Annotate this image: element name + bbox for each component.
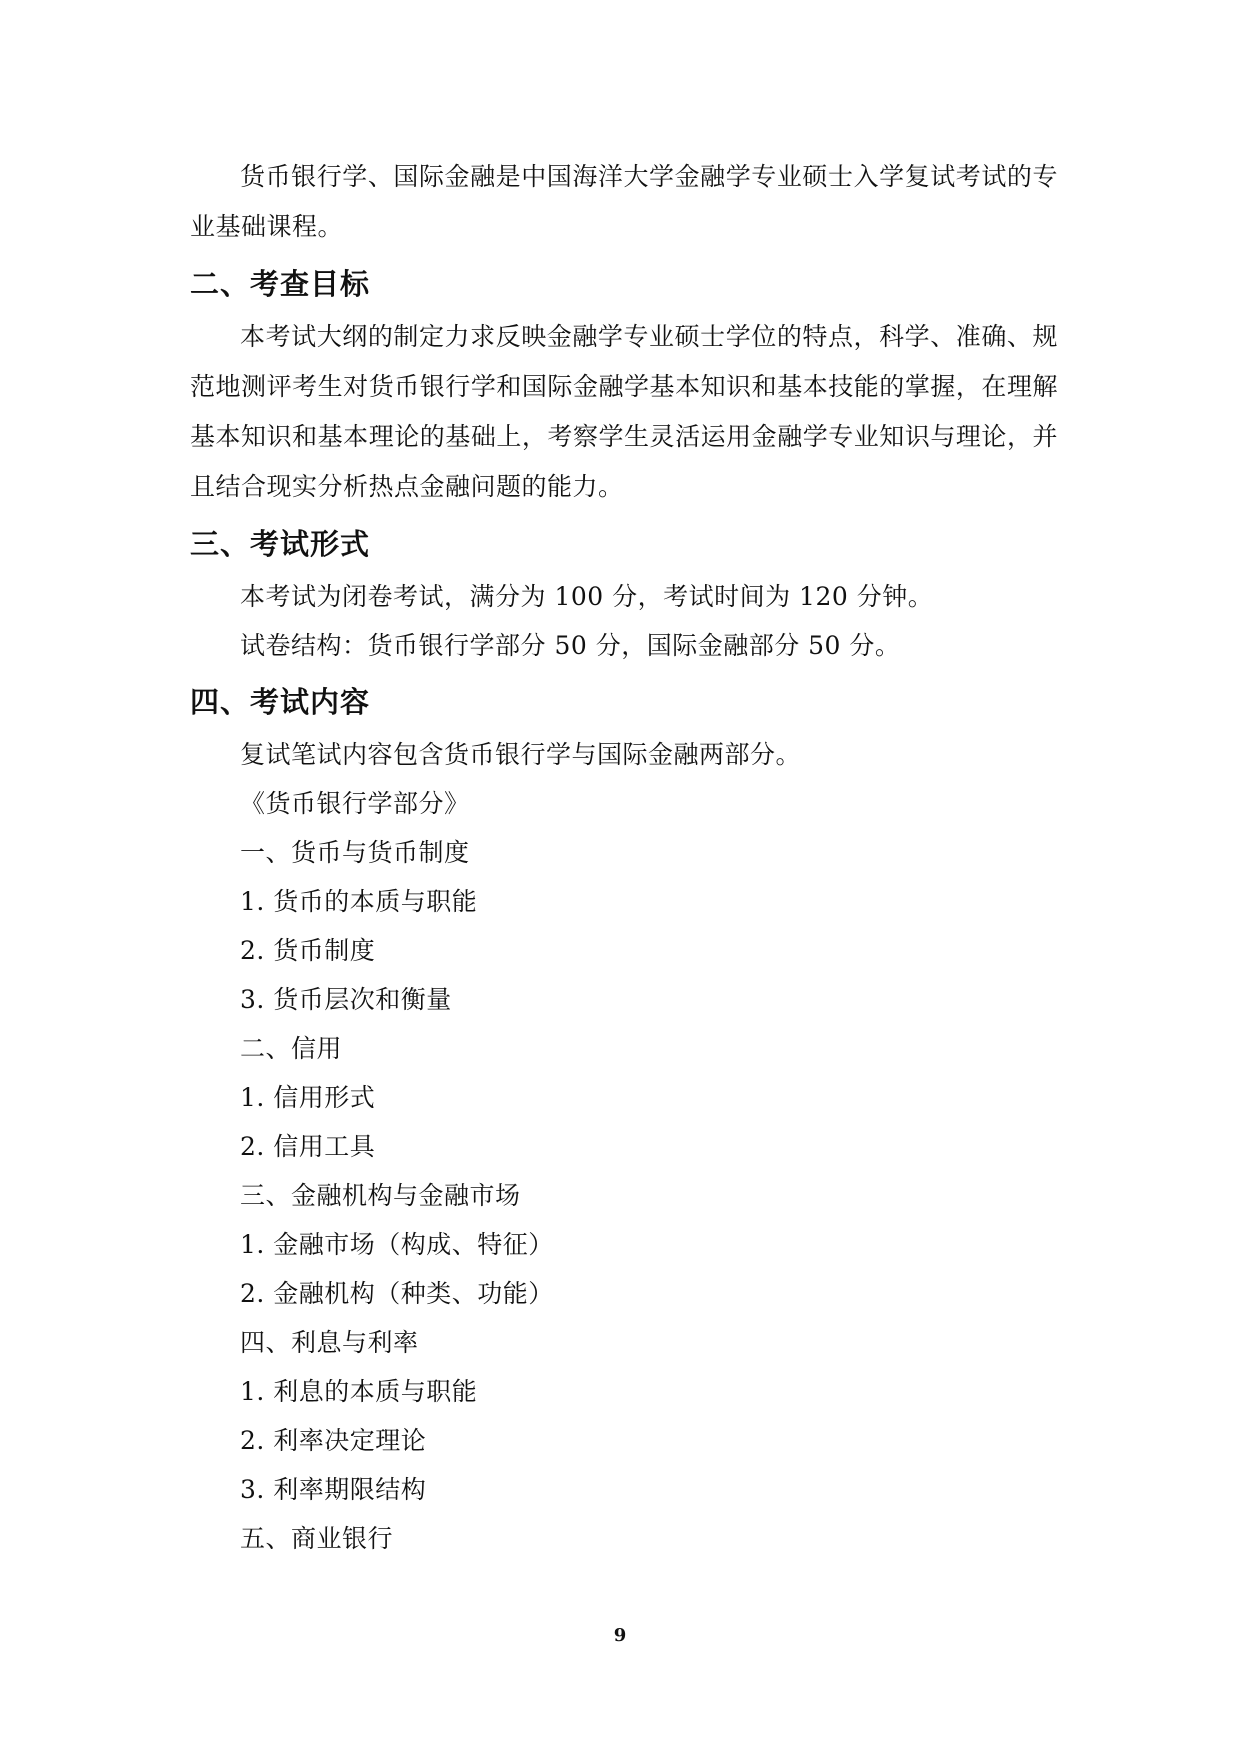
content-line: 《货币银行学部分》 <box>240 789 470 818</box>
content-line: 1. 金融市场（构成、特征） <box>240 1230 554 1259</box>
content-line: 1. 利息的本质与职能 <box>240 1377 478 1406</box>
content-line: 2. 金融机构（种类、功能） <box>240 1279 554 1308</box>
content-line: 2. 利率决定理论 <box>240 1426 427 1455</box>
content-line: 复试笔试内容包含货币银行学与国际金融两部分。 <box>240 740 802 769</box>
page-number: 9 <box>613 1625 627 1646</box>
content-line: 五、商业银行 <box>240 1524 394 1553</box>
content-line: 1. 货币的本质与职能 <box>240 887 478 916</box>
section-heading-exam-format: 三、考试形式 <box>190 527 371 561</box>
content-line: 1. 信用形式 <box>240 1083 376 1112</box>
intro-paragraph: 货币银行学、国际金融是中国海洋大学金融学专业硕士入学复试考试的专业基础课程。 <box>190 162 1058 241</box>
exam-format-line: 本考试为闭卷考试，满分为 100 分，考试时间为 120 分钟。 <box>240 582 934 611</box>
content-line: 三、金融机构与金融市场 <box>240 1181 521 1210</box>
content-line: 2. 货币制度 <box>240 936 376 965</box>
content-line: 二、信用 <box>240 1034 343 1063</box>
exam-content-list <box>190 730 1058 1563</box>
content-line: 3. 货币层次和衡量 <box>240 985 452 1014</box>
section-heading-exam-content: 四、考试内容 <box>190 685 371 719</box>
section-heading-objectives: 二、考查目标 <box>190 267 371 301</box>
content-line: 四、利息与利率 <box>240 1328 419 1357</box>
content-line: 2. 信用工具 <box>240 1132 376 1161</box>
objectives-paragraph: 本考试大纲的制定力求反映金融学专业硕士学位的特点，科学、准确、规范地测评考生对货币银行学和国际金融学基本知识和基本技能的掌握，在理解基本知识和基本理论的基础上，考察学生灵活运用金融学专业知识与理论，并且结合现实分析热点金融问题的能力。 <box>190 322 1058 501</box>
content-line: 一、货币与货币制度 <box>240 838 470 867</box>
exam-structure-line: 试卷结构：货币银行学部分 50 分，国际金融部分 50 分。 <box>240 631 901 660</box>
content-line: 3. 利率期限结构 <box>240 1475 427 1504</box>
page-content <box>190 152 1058 1563</box>
